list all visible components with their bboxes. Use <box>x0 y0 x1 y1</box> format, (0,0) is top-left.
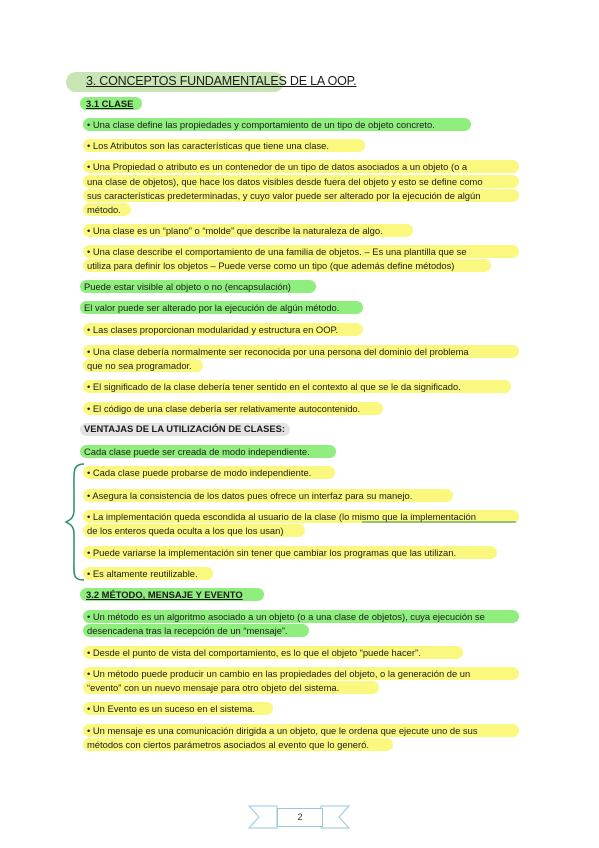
bullet-line: • Una Propiedad o atributo es un contenedor de un tipo de datos asociados a un objeto (o a <box>87 161 468 172</box>
bullet-line: • Cada clase puede probarse de modo independiente. <box>87 467 312 478</box>
bullet-line-cont: una clase de objetos), que hace los datos visibles desde fuera del objeto y esto se define como <box>87 176 483 187</box>
text-line: Puede estar visible al objeto o no (encapsulación) <box>84 281 291 292</box>
bullet-line: • Puede variarse la implementación sin tener que cambiar los programas que las utilizan. <box>87 547 457 558</box>
bullet-line: • Una clase define las propiedades y comportamiento de un tipo de objeto concreto. <box>87 119 435 130</box>
bullet-line-cont: métodos con ciertos parámetros asociados al evento que lo generó. <box>87 739 369 750</box>
text-line: Cada clase puede ser creada de modo independiente. <box>84 446 310 457</box>
text-line: El valor puede ser alterado por la ejecución de algún método. <box>84 302 340 313</box>
bullet-line-cont: “evento” con un nuevo mensaje para otro objeto del sistema. <box>87 682 340 693</box>
underline-annotation <box>360 520 520 540</box>
page-title: 3. CONCEPTOS FUNDAMENTALES DE LA OOP. <box>86 74 357 88</box>
bullet-line: • Las clases proporcionan modularidad y estructura en OOP. <box>87 324 339 335</box>
brace-annotation <box>64 462 86 582</box>
bullet-line-cont: sus características predeterminadas, y cuyo valor puede ser alterado por la ejecución de algún <box>87 190 481 201</box>
bullet-line: • Un Evento es un suceso en el sistema. <box>87 703 255 714</box>
bullet-line: • Desde el punto de vista del comportamiento, es lo que el objeto “puede hacer”. <box>87 647 421 658</box>
bullet-line: • Es altamente reutilizable. <box>87 568 198 579</box>
bullet-line-cont: de los enteros queda oculta a los que los usan) <box>87 525 284 536</box>
bullet-line: • Un método es un algoritmo asociado a un objeto (o a una clase de objetos), cuya ejecución se <box>87 611 485 622</box>
bullet-line: • Una clase debería normalmente ser reconocida por una persona del dominio del problema <box>87 346 469 357</box>
bullet-line: • La implementación queda escondida al usuario de la clase (lo mismo que la implementación <box>87 511 476 522</box>
bullet-line: • Un mensaje es una comunicación dirigida a un objeto, que le ordena que ejecute uno de sus <box>87 725 478 736</box>
page-number: 2 <box>277 808 323 827</box>
bullet-line: • El significado de la clase debería tener sentido en el contexto al que se le da significado. <box>87 381 461 392</box>
bullet-line-cont: método. <box>87 204 121 215</box>
bullet-line-cont: utiliza para definir los objetos – Puede verse como un tipo (que además define métodos) <box>87 260 455 271</box>
bullet-line: • Una clase describe el comportamiento de una familia de objetos. – Es una plantilla que se <box>87 246 467 257</box>
bullet-line: • Un método puede producir un cambio en las propiedades del objeto, o la generación de un <box>87 668 471 679</box>
bullet-line-cont: que no sea programador. <box>87 360 192 371</box>
section-heading-clase: 3.1 CLASE <box>86 98 134 109</box>
bullet-line: • El código de una clase debería ser relativamente autocontenido. <box>87 403 361 414</box>
bullet-line-cont: desencadena tras la recepción de un “mensaje”. <box>87 625 288 636</box>
section-heading-metodo: 3.2 MÉTODO, MENSAJE Y EVENTO <box>86 589 243 600</box>
bullet-line: • Asegura la consistencia de los datos pues ofrece un interfaz para su manejo. <box>87 490 413 501</box>
section-heading-ventajas: VENTAJAS DE LA UTILIZACIÓN DE CLASES: <box>84 423 286 434</box>
bullet-line: • Los Atributos son las características que tiene una clase. <box>87 140 329 151</box>
bullet-line: • Una clase es un “plano” o “molde” que describe la naturaleza de algo. <box>87 225 383 236</box>
